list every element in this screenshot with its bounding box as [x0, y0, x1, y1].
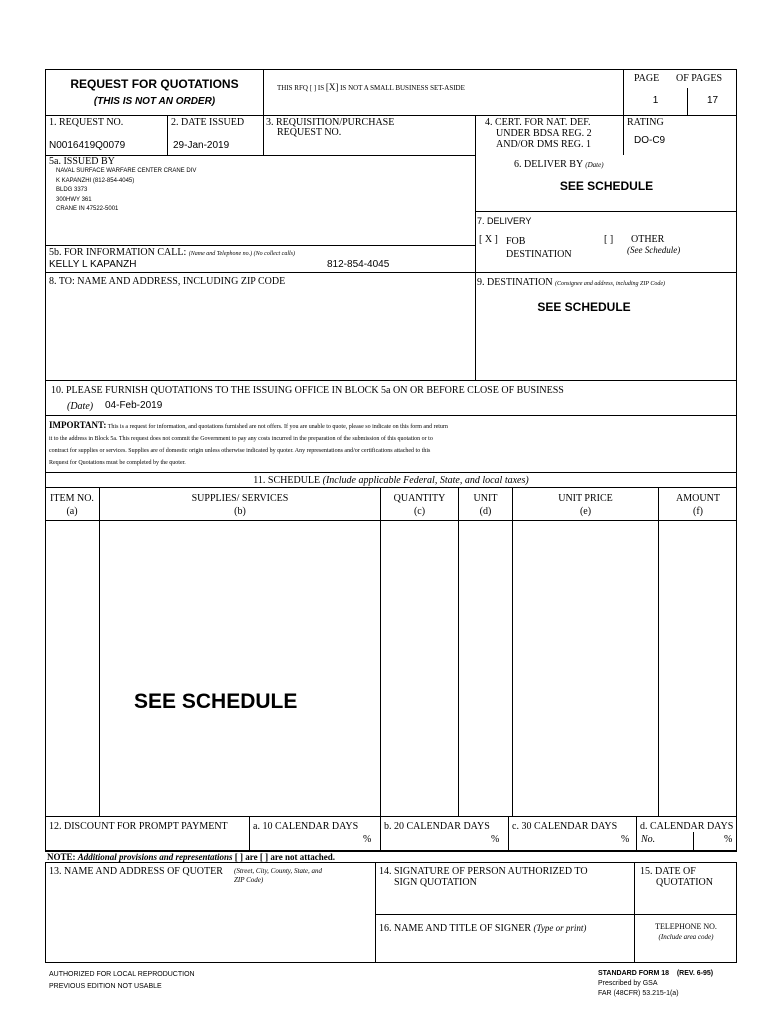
form-revision: (REV. 6-95): [676, 970, 714, 977]
quoter-address-field[interactable]: [46, 890, 374, 962]
divider: [45, 816, 737, 817]
signature-field[interactable]: [376, 890, 633, 913]
total-pages: 17: [706, 95, 719, 106]
furnish-quotations-label: 10. PLEASE FURNISH QUOTATIONS TO THE ISSUING OFFICE IN BLOCK 5a ON OR BEFORE CLOSE OF BUSINESS: [51, 385, 564, 396]
signer-label: 16. NAME AND TITLE OF SIGNER (Type or print): [379, 923, 587, 934]
date-issued-value[interactable]: 29-Jan-2019: [173, 140, 230, 151]
date-issued-label: 2. DATE ISSUED: [171, 117, 245, 128]
request-no-value[interactable]: N0016419Q0079: [49, 140, 126, 151]
request-no-label: 1. REQUEST NO.: [49, 117, 124, 128]
divider: [380, 487, 381, 816]
rating-value[interactable]: DO-C9: [634, 135, 666, 146]
divider: [45, 472, 737, 473]
discount-20-days-percent[interactable]: %: [491, 834, 500, 845]
schedule-body-text: SEE SCHEDULE: [134, 690, 298, 713]
divider: [636, 816, 637, 850]
divider: [45, 850, 737, 851]
divider: [475, 115, 476, 290]
form-subtitle: (THIS IS NOT AN ORDER): [93, 96, 216, 107]
divider: [45, 380, 737, 381]
signature-label-2: SIGN QUOTATION: [394, 877, 477, 888]
info-call-name[interactable]: KELLY L KAPANZH: [49, 259, 137, 270]
deliver-by-label: 6. DELIVER BY (Date): [514, 159, 604, 170]
of-pages-label: OF PAGES: [676, 73, 723, 84]
footer-right: STANDARD FORM 18 (REV. 6-95) Prescribed by GSA FAR (48CFR) 53.215-1(a): [598, 970, 714, 997]
divider: [263, 69, 264, 115]
discount-calendar-days-percent[interactable]: %: [724, 834, 733, 845]
discount-30-days-percent[interactable]: %: [621, 834, 630, 845]
discount-20-days-label: b. 20 CALENDAR DAYS: [384, 821, 490, 832]
page-number: 1: [652, 95, 659, 106]
quoter-hint: (Street, City, County, State, and ZIP Code): [234, 867, 323, 884]
divider: [475, 211, 737, 212]
divider: [475, 272, 476, 380]
divider: [45, 415, 737, 416]
divider: [45, 115, 737, 116]
fob-checkbox[interactable]: [ X ]: [479, 234, 498, 245]
issued-by-label: 5a. ISSUED BY: [49, 156, 115, 167]
requisition-label-2: REQUEST NO.: [277, 127, 342, 138]
other-checkbox[interactable]: [ ]: [604, 234, 614, 245]
not-set-aside-checkbox[interactable]: [X]: [325, 82, 339, 92]
furnish-date-hint: (Date): [67, 401, 94, 412]
fob-destination-label: DESTINATION: [506, 249, 572, 260]
divider: [658, 487, 659, 816]
divider: [458, 487, 459, 816]
column-header-unit: UNIT (d): [473, 493, 498, 517]
set-aside-checkbox[interactable]: [ ]: [309, 84, 317, 92]
destination-label: 9. DESTINATION (Consignee and address, including ZIP Code): [477, 277, 666, 288]
divider: [263, 115, 264, 155]
divider: [249, 816, 250, 850]
telephone-label: TELEPHONE NO.: [655, 922, 717, 931]
divider: [623, 69, 624, 115]
attached-checkbox[interactable]: [ ]: [234, 852, 244, 862]
not-attached-checkbox[interactable]: [ ]: [259, 852, 269, 862]
discount-30-days-label: c. 30 CALENDAR DAYS: [512, 821, 618, 832]
column-header-supplies: SUPPLIES/ SERVICES (b): [191, 493, 289, 517]
signature-label: 14. SIGNATURE OF PERSON AUTHORIZED TO: [379, 866, 588, 877]
set-aside-statement: THIS RFQ [ ] IS [X] IS NOT A SMALL BUSINESS SET-ASIDE: [277, 82, 465, 92]
quotation-date-label: 15. DATE OF: [640, 866, 696, 877]
divider: [45, 487, 737, 488]
cert-label-3: AND/OR DMS REG. 1: [496, 139, 592, 150]
cert-label: 4. CERT. FOR NAT. DEF.: [485, 117, 591, 128]
other-label: OTHER: [631, 234, 665, 245]
destination-value: SEE SCHEDULE: [537, 300, 631, 314]
divider: [375, 914, 737, 915]
discount-label: 12. DISCOUNT FOR PROMPT PAYMENT: [49, 821, 228, 832]
discount-10-days-label: a. 10 CALENDAR DAYS: [253, 821, 359, 832]
rating-label: RATING: [627, 117, 664, 128]
discount-calendar-days-no[interactable]: No.: [641, 834, 656, 845]
deliver-by-value: SEE SCHEDULE: [559, 179, 654, 193]
quoter-label: 13. NAME AND ADDRESS OF QUOTER: [49, 866, 223, 877]
divider: [508, 816, 509, 850]
divider: [45, 272, 737, 273]
signer-name-field[interactable]: [376, 936, 633, 962]
divider: [512, 487, 513, 816]
divider: [45, 520, 737, 521]
divider: [693, 832, 694, 850]
divider: [45, 245, 475, 246]
furnish-date-value[interactable]: 04-Feb-2019: [105, 400, 163, 411]
issued-by-address: NAVAL SURFACE WARFARE CENTER CRANE DIV K KAPANZHI (812-854-4045) BLDG 3373 300HWY 361 CRANE IN 47522-5001: [56, 168, 197, 212]
note-line: NOTE: Additional provisions and representations [ ] are [ ] are not attached.: [47, 852, 335, 862]
info-call-label: 5b. FOR INFORMATION CALL: (Name and Telephone no.) (No collect calls): [49, 247, 295, 258]
telephone-hint: (Include area code): [658, 933, 714, 941]
to-address-field[interactable]: [46, 290, 474, 378]
divider: [167, 115, 168, 155]
column-header-quantity: QUANTITY (c): [393, 493, 446, 517]
important-notice: IMPORTANT: This is a request for information, and quotations furnished are not offers. If you are unable to quote, please so indicate on this form and return it to the address in Block 5a. This request does not commit the Government to pay any costs incurred in the preparation of the submission of this quotation or to contract for supplies or services. Supplies are of domestic origin unless otherwise indicated by quoter. Any representations and/or certifications attached to this Request for Quotations must be completed by the quoter.: [49, 420, 448, 466]
requisition-label: 3. REQUISITION/PURCHASE: [266, 117, 395, 128]
footer-left: AUTHORIZED FOR LOCAL REPRODUCTION PREVIOUS EDITION NOT USABLE: [49, 971, 195, 990]
divider: [623, 115, 624, 155]
fob-label: FOB: [506, 236, 526, 247]
cert-label-2: UNDER BDSA REG. 2: [496, 128, 592, 139]
column-header-amount: AMOUNT (f): [676, 493, 720, 517]
column-header-item: ITEM NO. (a): [50, 493, 94, 517]
info-call-phone[interactable]: 812-854-4045: [327, 259, 390, 270]
divider: [99, 487, 100, 816]
discount-calendar-days-label: d. CALENDAR DAYS: [640, 821, 734, 832]
discount-10-days-percent[interactable]: %: [363, 834, 372, 845]
quotation-date-field[interactable]: [635, 890, 736, 913]
quotation-date-label-2: QUOTATION: [656, 877, 713, 888]
telephone-field[interactable]: [635, 944, 736, 962]
schedule-title: 11. SCHEDULE (Include applicable Federal, State, and local taxes): [253, 475, 529, 486]
delivery-label: 7. DELIVERY: [477, 216, 532, 226]
to-address-label: 8. TO: NAME AND ADDRESS, INCLUDING ZIP CODE: [49, 276, 286, 287]
page-label: PAGE: [634, 73, 660, 84]
form-number: STANDARD FORM 18: [598, 970, 670, 977]
column-header-unit-price: UNIT PRICE (e): [558, 493, 613, 517]
other-hint: (See Schedule): [627, 245, 681, 255]
divider: [380, 816, 381, 850]
form-title: REQUEST FOR QUOTATIONS: [70, 77, 239, 91]
